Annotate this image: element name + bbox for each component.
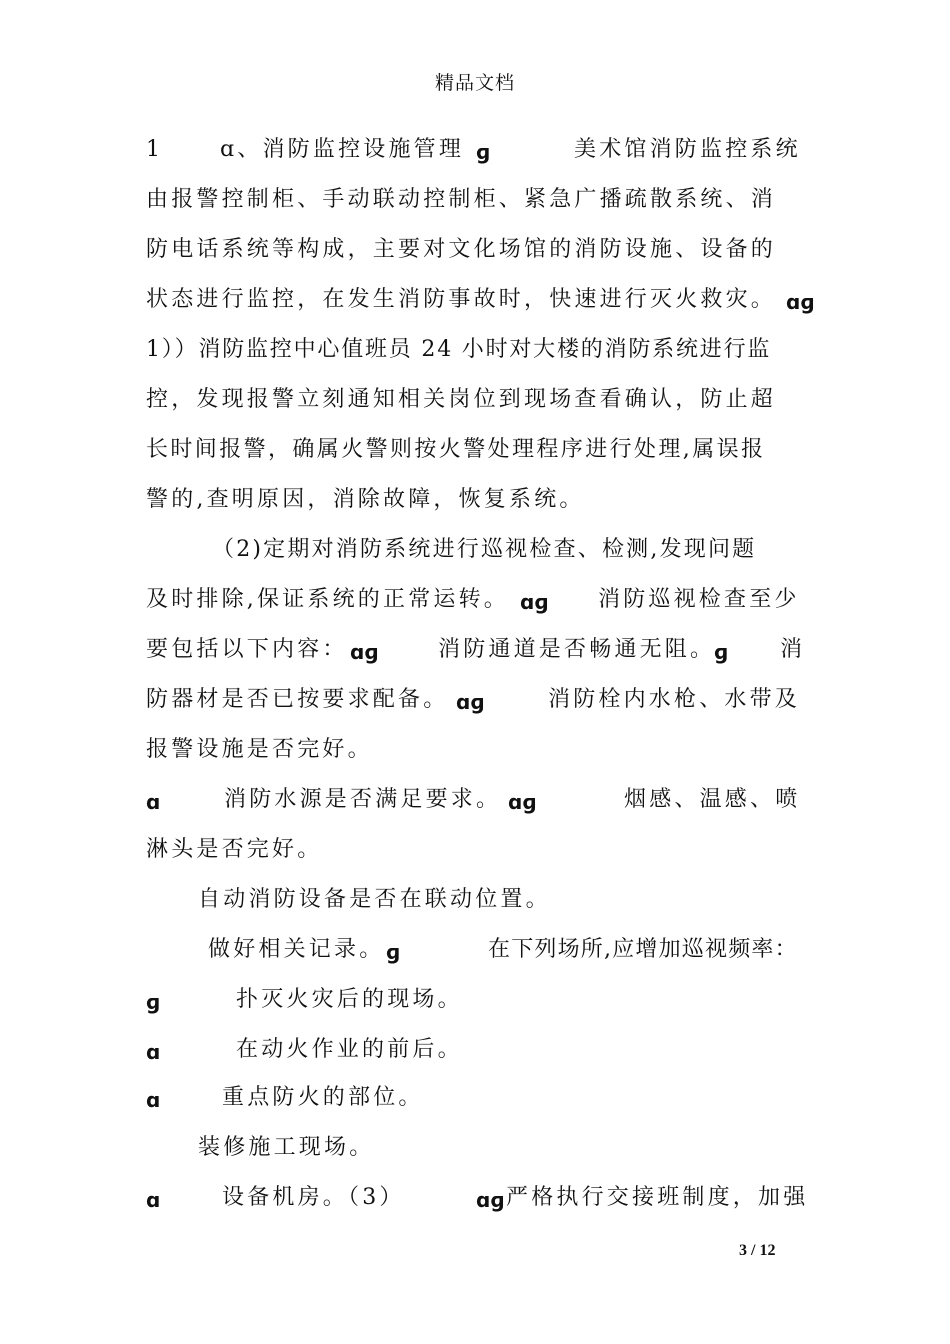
body-text: 淋头是否完好。	[146, 837, 323, 862]
body-text: 重点防火的部位。	[222, 1085, 424, 1110]
body-line	[146, 982, 816, 1018]
body-text: 烟感、温感、喷	[624, 787, 801, 812]
body-line	[146, 432, 816, 468]
body-text: 及时排除,保证系统的正常运转。	[146, 587, 509, 612]
bullet-glyph-icon: ɡ	[146, 990, 161, 1014]
body-line	[146, 1032, 816, 1068]
body-line	[146, 532, 816, 568]
bullet-glyph-icon: ɑɡ	[350, 640, 379, 664]
body-text: 1））消防监控中心值班员 24 小时对大楼的消防系统进行监	[146, 337, 772, 362]
bullet-glyph-icon: ɑ	[146, 1088, 161, 1112]
body-line	[146, 682, 816, 718]
body-text: 做好相关记录。	[208, 937, 385, 962]
bullet-glyph-icon: ɑɡ	[476, 1188, 505, 1212]
body-text: （2)定期对消防系统进行巡视检查、检测,发现问题	[212, 537, 757, 562]
body-text: 消	[780, 637, 806, 662]
section-heading: ɑ、消防监控设施管理	[220, 137, 465, 162]
body-line	[146, 482, 816, 518]
body-line	[146, 582, 816, 618]
bullet-glyph-icon: ɑɡ	[456, 690, 485, 714]
body-text: 消防水源是否满足要求。	[224, 787, 502, 812]
bullet-glyph-icon: ɡ	[476, 140, 491, 164]
body-text: 状态进行监控，在发生消防事故时，快速进行灭火救灾。	[146, 287, 777, 312]
body-text: 报警设施是否完好。	[146, 737, 373, 762]
body-text: 设备机房。（3）	[222, 1185, 405, 1210]
body-line	[146, 382, 816, 418]
body-text: 由报警控制柜、手动联动控制柜、紧急广播疏散系统、消	[146, 187, 777, 212]
bullet-glyph-icon: ɡ	[386, 940, 401, 964]
page-header: 精品文档	[434, 72, 515, 94]
body-text: 警的,查明原因，消除故障，恢复系统。	[146, 487, 585, 512]
body-text: 扑灭火灾后的现场。	[236, 987, 463, 1012]
bullet-glyph-icon: ɑɡ	[508, 790, 537, 814]
body-text: 控，发现报警立刻通知相关岗位到现场查看确认，防止超	[146, 387, 777, 412]
body-text: 在下列场所,应增加巡视频率：	[488, 937, 798, 962]
body-line	[146, 832, 816, 868]
body-text: 美术馆消防监控系统	[574, 137, 801, 162]
body-text: 长时间报警，确属火警则按火警处理程序进行处理,属误报	[146, 437, 766, 462]
body-text: 自动消防设备是否在联动位置。	[198, 887, 551, 912]
body-line	[146, 132, 816, 168]
body-text: 防器材是否已按要求配备。	[146, 687, 449, 712]
line-number: 1	[146, 137, 164, 162]
body-text: 消防巡视检查至少	[598, 587, 800, 612]
bullet-glyph-icon: ɑ	[146, 1188, 161, 1212]
page-number: 3 / 12	[739, 1242, 776, 1259]
bullet-glyph-icon: ɡ	[714, 640, 729, 664]
body-line	[146, 182, 816, 218]
body-text: 严格执行交接班制度，加强	[506, 1185, 809, 1210]
body-line	[146, 1180, 816, 1216]
body-line	[146, 332, 816, 368]
body-text: 要包括以下内容：	[146, 637, 348, 662]
body-text: 装修施工现场。	[198, 1135, 375, 1160]
body-line	[146, 782, 816, 818]
body-line	[146, 732, 816, 768]
bullet-glyph-icon: ɑɡ	[786, 290, 815, 314]
body-text: 消防栓内水枪、水带及	[548, 687, 801, 712]
body-line	[146, 1080, 816, 1116]
bullet-glyph-icon: ɑ	[146, 790, 161, 814]
body-line	[146, 632, 816, 668]
body-text: 在动火作业的前后。	[236, 1037, 463, 1062]
body-text: 防电话系统等构成，主要对文化场馆的消防设施、设备的	[146, 237, 777, 262]
bullet-glyph-icon: ɑ	[146, 1040, 161, 1064]
body-line	[146, 232, 816, 268]
body-text: 消防通道是否畅通无阻。	[438, 637, 716, 662]
body-line	[146, 882, 816, 918]
body-line	[146, 1130, 816, 1166]
body-line	[146, 282, 816, 318]
body-line	[146, 932, 816, 968]
bullet-glyph-icon: ɑɡ	[520, 590, 549, 614]
